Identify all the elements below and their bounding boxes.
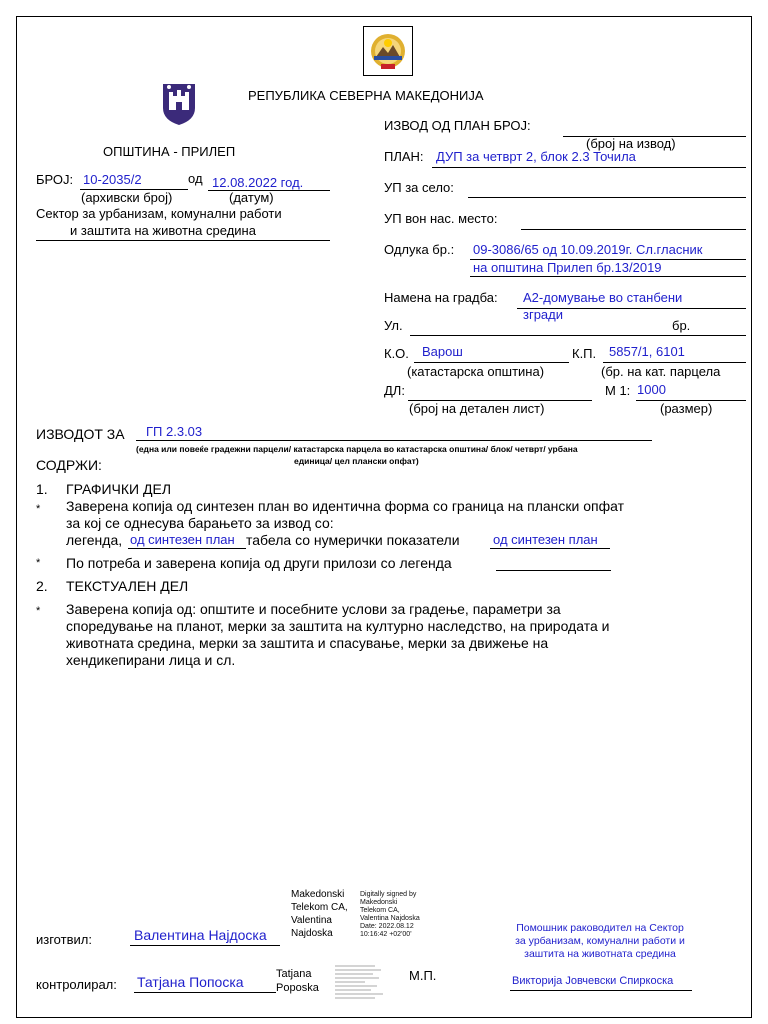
- assistant-underline: [510, 990, 692, 991]
- scale-caption: (размер): [660, 401, 713, 416]
- ko-label: К.О.: [384, 346, 409, 361]
- scale-value: 1000: [637, 382, 666, 397]
- ko-underline: [414, 362, 569, 363]
- s1-b1-line-2: за кој се однесува барањето за извод со:: [66, 515, 334, 531]
- bullet-3: *: [36, 605, 41, 617]
- dl-caption: (број на детален лист): [409, 401, 545, 416]
- municipal-crest: [161, 80, 197, 126]
- section-2-number: 2.: [36, 578, 48, 594]
- date-prefix: од: [188, 171, 203, 186]
- extract-for-caption-2: единица/ цел плански опфат): [294, 456, 419, 466]
- checked-digital-signature: [276, 967, 319, 995]
- sig-name-line: Valentina: [291, 915, 332, 926]
- assistant-title-line: Помошник раководител на Сектор: [516, 922, 684, 934]
- kp-label: К.П.: [572, 346, 597, 361]
- extract-for-label: ИЗВОДОТ ЗА: [36, 426, 125, 442]
- extract-for-underline: [136, 440, 652, 441]
- prepared-label: изготвил:: [36, 932, 92, 947]
- ko-value: Варош: [422, 344, 463, 359]
- assistant-title-line: за урбанизам, комунални работи и: [515, 935, 685, 947]
- kp-caption: (бр. на кат. парцела: [601, 364, 721, 379]
- section-1-number: 1.: [36, 481, 48, 497]
- kp-underline: [603, 362, 746, 363]
- bullet-1: *: [36, 503, 41, 515]
- sig-detail-line: Telekom CA,: [360, 907, 400, 914]
- sig-detail-line: Valentina Najdoska: [360, 915, 420, 922]
- sig-detail-line: 10:16:42 +02'00': [360, 931, 412, 938]
- extract-caption: (број на извод): [586, 136, 676, 151]
- s1-b1-line-1: Заверена копија од синтезен план во идентична форма со граница на плански опфат: [66, 498, 625, 514]
- kp-value: 5857/1, 6101: [609, 344, 685, 359]
- checked-value: Татјана Попоска: [137, 974, 244, 990]
- extract-for-value: ГП 2.3.03: [146, 424, 203, 439]
- checked-label: контролирал:: [36, 977, 117, 992]
- sig-name-line: Najdoska: [291, 928, 333, 939]
- up-outside-underline: [521, 229, 746, 230]
- bullet-2: *: [36, 557, 41, 569]
- s2-b1-line-1: Заверена копија од: општите и посебните услови за градење, параметри за: [66, 601, 561, 617]
- plan-label: ПЛАН:: [384, 149, 424, 164]
- s1-b1-legend-value: од синтезен план: [130, 532, 235, 547]
- prepared-underline: [130, 945, 280, 946]
- section-2-title: ТЕКСТУАЛЕН ДЕЛ: [66, 578, 189, 594]
- plan-value: ДУП за четврт 2, блок 2.3 Точила: [436, 149, 636, 164]
- assistant-title: [500, 922, 700, 961]
- street-label: Ул.: [384, 318, 403, 333]
- decision-label: Одлука бр.:: [384, 242, 455, 257]
- checked-signature-detail-block: [335, 964, 387, 1000]
- legend-underline: [128, 548, 246, 549]
- sig-name-line: Makedonski: [291, 889, 345, 900]
- date-caption: (датум): [229, 190, 274, 205]
- municipality-title: ОПШТИНА - ПРИЛЕП: [103, 144, 236, 159]
- plan-underline: [432, 167, 746, 168]
- assistant-title-line: заштита на животната средина: [524, 948, 676, 960]
- decision-underline-2: [470, 276, 746, 277]
- scale-label: М 1:: [605, 383, 631, 398]
- sector-line-2: и заштита на животна средина: [70, 223, 256, 238]
- number-label: БРОЈ:: [36, 172, 74, 187]
- date-value: 12.08.2022 год.: [212, 175, 304, 190]
- sig-name-line: Telekom CA,: [291, 902, 348, 913]
- street-no-label: бр.: [672, 318, 691, 333]
- up-village-label: УП за село:: [384, 180, 454, 195]
- sig-detail-line: Date: 2022.08.12: [360, 923, 414, 930]
- sig-detail-line: Digitally signed by: [360, 891, 417, 898]
- s1-b1-table-value: од синтезен план: [493, 532, 598, 547]
- sig-name-line: Tatjana: [276, 968, 312, 980]
- street-underline: [410, 335, 746, 336]
- s1-b2-underline: [496, 570, 611, 571]
- prepared-signature-details: [360, 891, 420, 939]
- s2-b1-line-4: хендикепирани лица и сл.: [66, 652, 236, 668]
- prepared-value: Валентина Најдоска: [134, 927, 267, 943]
- country-title: РЕПУБЛИКА СЕВЕРНА МАКЕДОНИЈА: [248, 88, 484, 103]
- number-value: 10-2035/2: [83, 172, 142, 187]
- assistant-name: Викторија Јовчевски Спиркоска: [512, 975, 674, 987]
- dl-label: ДЛ:: [384, 383, 405, 398]
- s1-b2-text: По потреба и заверена копија од други прилози со легенда: [66, 555, 452, 571]
- s1-b1-table-label: табела со нумерички показатели: [246, 532, 460, 548]
- purpose-label: Намена на градба:: [384, 290, 498, 305]
- sig-detail-line: Makedonski: [360, 899, 398, 906]
- contains-label: СОДРЖИ:: [36, 457, 102, 473]
- extract-label: ИЗВОД ОД ПЛАН БРОЈ:: [384, 118, 531, 133]
- purpose-value-line-2: згради: [523, 307, 564, 322]
- sector-line-1: Сектор за урбанизам, комунални работи: [36, 206, 282, 221]
- ko-caption: (катастарска општина): [407, 364, 545, 379]
- purpose-value-line-1: А2-домување во станбени: [523, 290, 683, 305]
- s2-b1-line-2: споредување на планот, мерки за заштита на културно наследство, на природата и: [66, 618, 610, 634]
- extract-for-caption-1: (една или повеќе градежни парцели/ катастарска парцела во катастарска општина/ блок/ четврт/ урбана: [136, 444, 578, 454]
- table-underline: [490, 548, 610, 549]
- decision-value-line-1: 09-3086/65 од 10.09.2019г. Сл.гласник: [473, 242, 703, 257]
- sector-underline: [36, 240, 330, 241]
- decision-value-line-2: на општина Прилеп бр.13/2019: [473, 260, 662, 275]
- prepared-digital-signature: [291, 888, 348, 940]
- up-outside-label: УП вон нас. место:: [384, 211, 498, 226]
- state-emblem: [363, 26, 413, 76]
- up-village-underline: [468, 197, 746, 198]
- archive-caption: (архивски број): [81, 190, 173, 205]
- sig-name-line: Poposka: [276, 982, 319, 994]
- section-1-title: ГРАФИЧКИ ДЕЛ: [66, 481, 172, 497]
- s2-b1-line-3: животната средина, мерки за заштита и спасување, мерки за движење на: [66, 635, 549, 651]
- checked-underline: [134, 992, 276, 993]
- s1-b1-legend-label: легенда,: [66, 532, 123, 548]
- stamp-label: М.П.: [409, 968, 437, 983]
